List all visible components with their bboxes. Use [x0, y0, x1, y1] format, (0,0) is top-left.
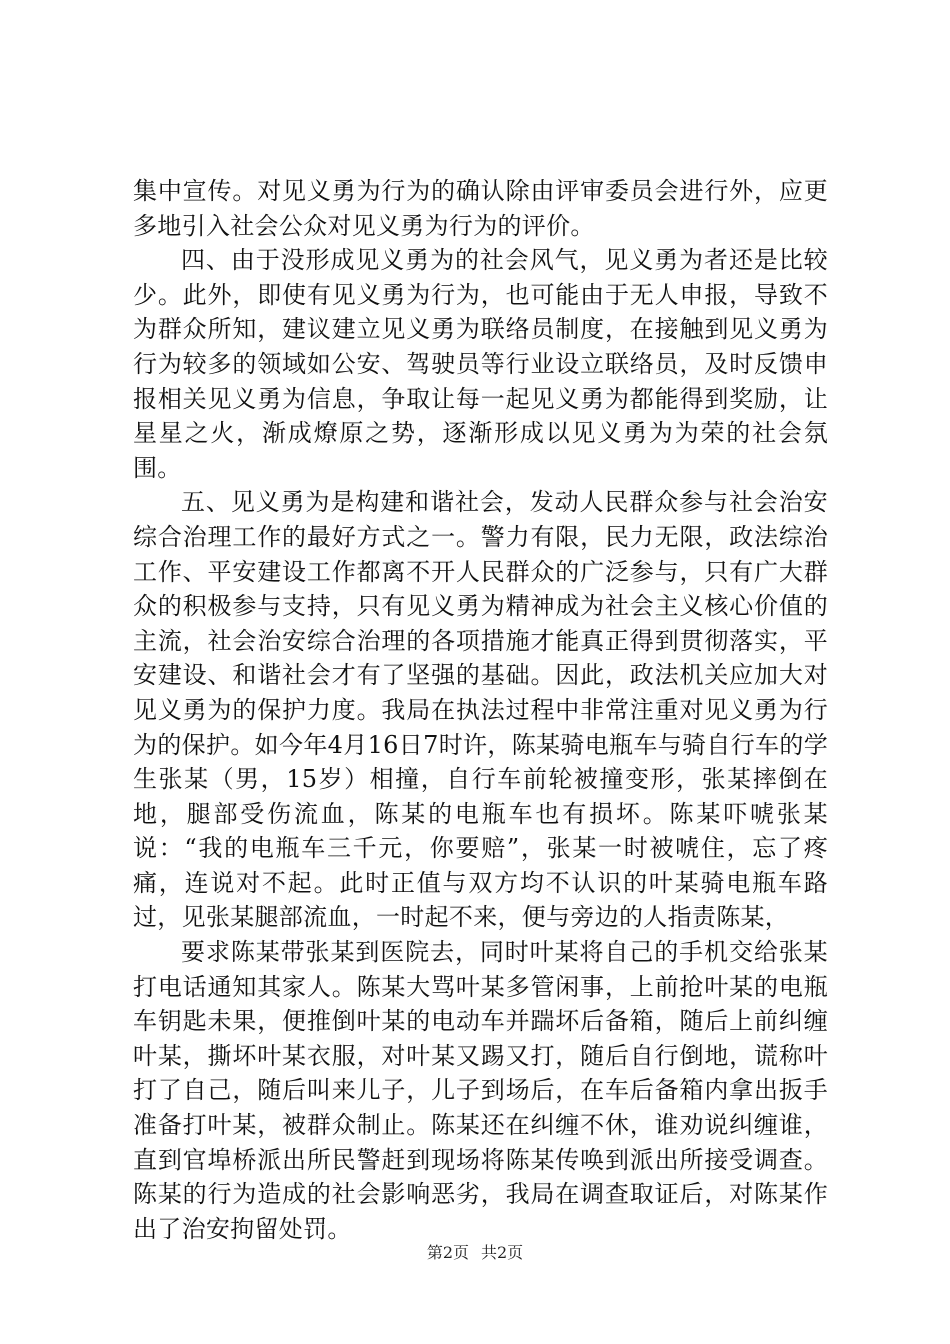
page-footer — [0, 1243, 950, 1263]
paragraph-continuation: 集中宣传。对见义勇为行为的确认除由评审委员会进行外，应更多地引入社会公众对见义勇为行为的评价。 — [133, 177, 828, 240]
paragraph-case-detail: 要求陈某带张某到医院去，同时叶某将自己的手机交给张某打电话通知其家人。陈某大骂叶某多管闲事，上前抢叶某的电瓶车钥匙未果，便推倒叶某的电动车并踹坏后备箱，随后上前纠缠叶某，撕坏叶某衣服，对叶某又踢又打，随后自行倒地，谎称叶打了自己，随后叫来儿子，儿子到场后，在车后备箱内拿出扳手准备打叶某，被群众制止。陈某还在纠缠不休，谁劝说纠缠谁，直到官埠桥派出所民警赶到现场将陈某传唤到派出所接受调查。陈某的行为造成的社会影响恶劣，我局在调查取证后，对陈某作出了治安拘留处罚。 — [133, 938, 828, 1243]
document-body — [133, 174, 828, 1246]
page-number: 第2页 — [426, 1243, 469, 1262]
page-total: 共2页 — [481, 1243, 524, 1262]
paragraph-section-five: 五、见义勇为是构建和谐社会，发动人民群众参与社会治安综合治理工作的最好方式之一。警力有限，民力无限，政法综治工作、平安建设工作都离不开人民群众的广泛参与，只有广大群众的积极参与支持，只有见义勇为精神成为社会主义核心价值的主流，社会治安综合治理的各项措施才能真正得到贯彻落实，平安建设、和谐社会才有了坚强的基础。因此，政法机关应加大对见义勇为的保护力度。我局在执法过程中非常注重对见义勇为行为的保护。如今年4月16日7时许，陈某骑电瓶车与骑自行车的学生张某（男，15岁）相撞，自行车前轮被撞变形，张某摔倒在地，腿部受伤流血，陈某的电瓶车也有损坏。陈某吓唬张某说：“我的电瓶车三千元，你要赔”，张某一时被唬住，忘了疼痛，连说对不起。此时正值与双方均不认识的叶某骑电瓶车路过，见张某腿部流血，一时起不来，便与旁边的人指责陈某， — [133, 488, 828, 932]
paragraph-section-four: 四、由于没形成见义勇为的社会风气，见义勇为者还是比较少。此外，即使有见义勇为行为，也可能由于无人申报，导致不为群众所知，建议建立见义勇为联络员制度，在接触到见义勇为行为较多的领域如公安、驾驶员等行业设立联络员，及时反馈申报相关见义勇为信息，争取让每一起见义勇为都能得到奖励，让星星之火，渐成燎原之势，逐渐形成以见义勇为为荣的社会氛围。 — [133, 246, 828, 482]
